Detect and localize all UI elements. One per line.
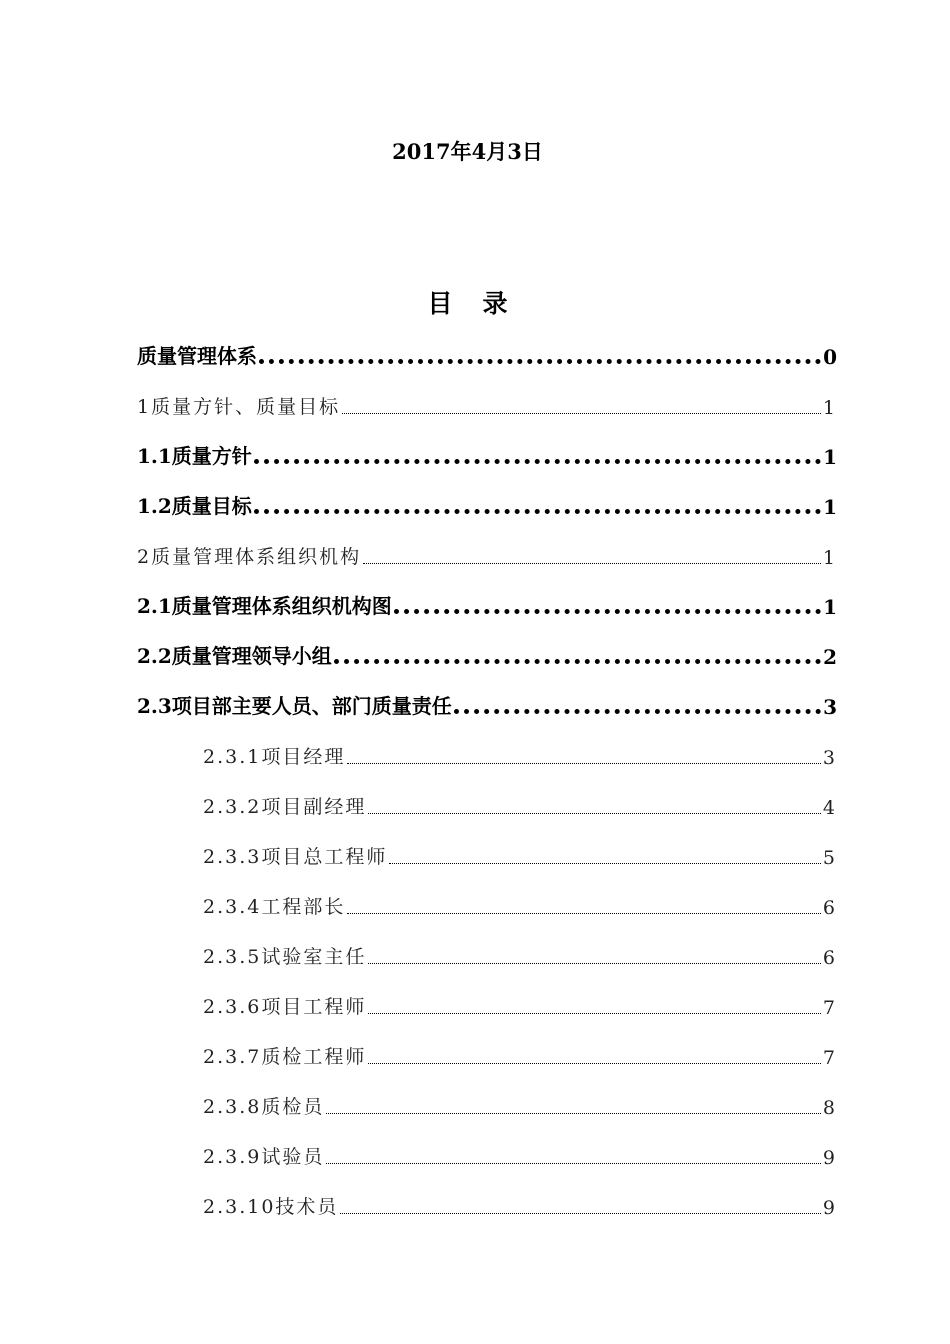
toc-entry-page: 0 xyxy=(823,345,837,369)
toc-leader xyxy=(368,963,821,964)
toc-leader xyxy=(394,609,821,614)
toc-entry-label: 2质量管理体系组织机构 xyxy=(137,546,362,568)
toc-entry[interactable] xyxy=(137,478,837,528)
toc-entry-label: 2.2质量管理领导小组 xyxy=(137,644,332,668)
toc-entry-label: 1质量方针、质量目标 xyxy=(137,396,341,418)
toc-entry-label: 2.3.5试验室主任 xyxy=(203,946,367,968)
toc-entry-label: 2.3项目部主要人员、部门质量责任 xyxy=(137,694,452,718)
table-of-contents xyxy=(137,328,837,1228)
toc-leader xyxy=(347,763,821,764)
toc-entry-page: 9 xyxy=(822,1197,837,1219)
toc-entry[interactable] xyxy=(137,728,837,778)
toc-leader xyxy=(347,913,821,914)
toc-entry[interactable] xyxy=(137,1178,837,1228)
toc-entry-label: 2.3.9试验员 xyxy=(203,1146,325,1168)
toc-entry-page: 3 xyxy=(823,695,837,719)
toc-leader xyxy=(368,813,821,814)
toc-leader xyxy=(389,863,821,864)
toc-leader xyxy=(368,1013,821,1014)
toc-entry[interactable] xyxy=(137,978,837,1028)
toc-entry-label: 2.3.7质检工程师 xyxy=(203,1046,367,1068)
toc-entry-page: 1 xyxy=(823,445,837,469)
toc-leader xyxy=(259,359,821,364)
toc-entry-label: 2.1质量管理体系组织机构图 xyxy=(137,594,392,618)
toc-entry-page: 7 xyxy=(822,1047,837,1069)
toc-entry[interactable] xyxy=(137,778,837,828)
toc-entry-page: 1 xyxy=(822,397,837,419)
toc-entry-label: 2.3.3项目总工程师 xyxy=(203,846,388,868)
toc-title: 目录 xyxy=(427,289,538,318)
toc-entry[interactable] xyxy=(137,328,837,378)
toc-leader xyxy=(334,659,821,664)
toc-entry-page: 6 xyxy=(822,947,837,969)
toc-entry-page: 3 xyxy=(822,747,837,769)
toc-entry-page: 6 xyxy=(822,897,837,919)
toc-entry-label: 2.3.10技术员 xyxy=(203,1196,339,1218)
toc-entry[interactable] xyxy=(137,578,837,628)
toc-entry-label: 1.2质量目标 xyxy=(137,494,252,518)
toc-entry-label: 2.3.8质检员 xyxy=(203,1096,325,1118)
toc-leader xyxy=(326,1113,821,1114)
toc-entry-page: 2 xyxy=(823,645,837,669)
toc-entry-page: 1 xyxy=(823,595,837,619)
toc-leader xyxy=(326,1163,821,1164)
toc-entry-page: 9 xyxy=(822,1147,837,1169)
toc-entry[interactable] xyxy=(137,1078,837,1128)
toc-entry[interactable] xyxy=(137,628,837,678)
toc-entry-page: 1 xyxy=(822,547,837,569)
toc-entry[interactable] xyxy=(137,878,837,928)
toc-entry-label: 2.3.6项目工程师 xyxy=(203,996,367,1018)
toc-leader xyxy=(254,459,821,464)
toc-entry[interactable] xyxy=(137,928,837,978)
toc-leader xyxy=(342,413,821,414)
toc-leader xyxy=(254,509,821,514)
toc-entry[interactable] xyxy=(137,428,837,478)
toc-entry-label: 2.3.4工程部长 xyxy=(203,896,346,918)
document-date: 2017年4月3日 xyxy=(392,139,543,164)
toc-entry-label: 质量管理体系 xyxy=(137,344,257,368)
toc-entry-page: 7 xyxy=(822,997,837,1019)
toc-entry-label: 2.3.1项目经理 xyxy=(203,746,346,768)
toc-entry-page: 5 xyxy=(822,847,837,869)
toc-leader xyxy=(368,1063,821,1064)
toc-entry[interactable] xyxy=(137,1128,837,1178)
toc-entry[interactable] xyxy=(137,828,837,878)
toc-entry-page: 1 xyxy=(823,495,837,519)
toc-leader xyxy=(454,709,821,714)
toc-entry-page: 8 xyxy=(822,1097,837,1119)
toc-entry-page: 4 xyxy=(822,797,837,819)
toc-leader xyxy=(340,1213,820,1214)
toc-entry-label: 1.1质量方针 xyxy=(137,444,252,468)
toc-entry[interactable] xyxy=(137,678,837,728)
toc-entry[interactable] xyxy=(137,1028,837,1078)
toc-entry[interactable] xyxy=(137,528,837,578)
toc-entry[interactable] xyxy=(137,378,837,428)
toc-entry-label: 2.3.2项目副经理 xyxy=(203,796,367,818)
toc-leader xyxy=(363,563,821,564)
